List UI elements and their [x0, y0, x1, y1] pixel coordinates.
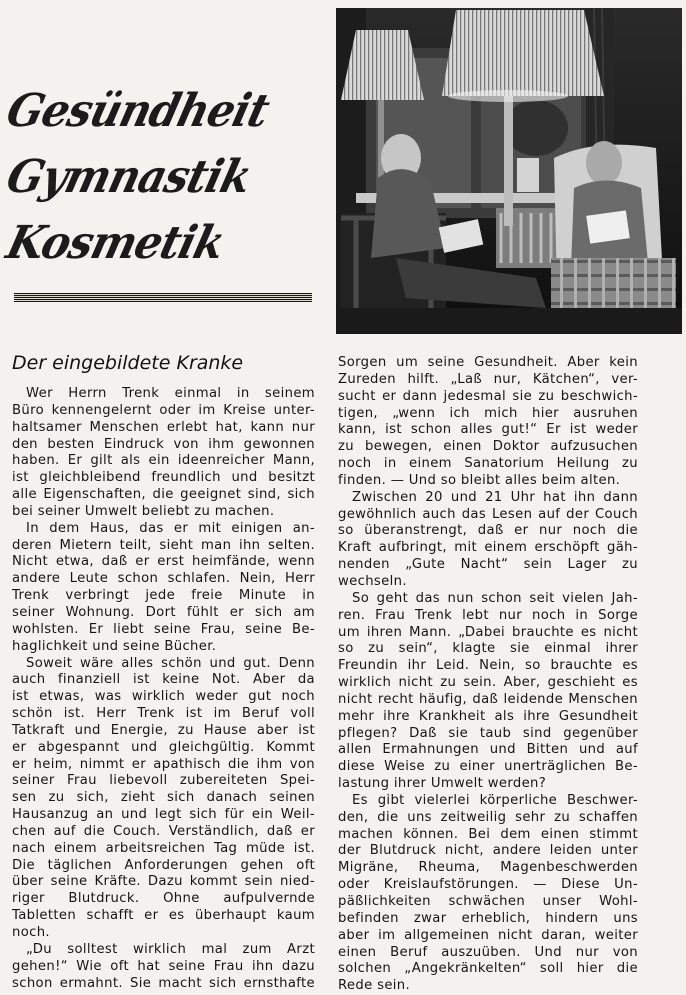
text-line: tigen, „wenn ich mich hier ausruhen	[338, 405, 638, 421]
text-line: seiner Wohnung. Dort fühlt er sich am	[12, 604, 315, 620]
text-line: bei seiner Umwelt beliebt zu machen.	[12, 503, 275, 519]
text-line: den, die uns zeitweilig sehr zu schaffen	[338, 809, 638, 825]
text-line: schön ist. Herr Trenk ist im Beruf voll	[12, 706, 315, 722]
text-line: schon ermahnt. Sie macht sich ernsthafte	[12, 975, 315, 991]
text-line: Migräne, Rheuma, Magenbeschwerden	[338, 860, 638, 876]
text-line: andere Leute schon schlafen. Nein, Herr	[12, 571, 315, 587]
text-line: Trenk verbringt jede freie Minute in	[12, 588, 315, 604]
text-line: In dem Haus, das er mit einigen an-	[26, 520, 315, 536]
text-line: nenden „Gute Nacht“ sein Lager zu	[338, 557, 638, 573]
text-line: noch in einem Sanatorium Heilung zu	[338, 456, 638, 472]
text-line: kann, ist schon alles gut!“ Er ist weder	[338, 422, 638, 438]
text-line: riger Blutdruck. Ohne aufpulvernde	[12, 891, 315, 907]
text-line: ren. Frau Trenk lebt nur noch in Sorge	[338, 607, 638, 623]
text-line: wohlsten. Er liebt seine Frau, seine Be-	[12, 621, 315, 637]
text-line: zu bewegen, einen Doktor aufzusuchen	[338, 439, 638, 455]
text-line: pflegen? Daß sie taub sind gegenüber	[338, 725, 638, 741]
text-line: ist etwas, was wirklich weder gut noch	[12, 689, 315, 705]
text-line: Es gibt vielerlei körperliche Beschwer-	[352, 792, 638, 808]
text-line: solchen „Angekränkelten“ soll hier die	[338, 961, 638, 977]
text-line: chen auf die Couch. Verständlich, daß er	[12, 823, 315, 839]
text-line: aber im allgemeinen nicht daran, weiter	[338, 927, 638, 943]
section-title-health: Gesündheit	[1, 84, 275, 137]
article-column-left	[12, 386, 315, 992]
text-line: Nicht etwa, daß er erst heimfände, wenn	[12, 554, 315, 570]
text-line: nicht recht häufig, daß leidende Menschen	[338, 691, 638, 707]
text-line: einen Beruf auszuüben. Und nur von	[338, 944, 638, 960]
text-line: Büro kennengelernt oder im Kreise unter-	[12, 402, 315, 418]
text-line: päßlichkeiten schwächen unser Wohl-	[338, 894, 638, 909]
text-line: deren Mietern teilt, sieht man ihn selten.	[12, 537, 315, 553]
text-line: Zureden hilft. „Laß nur, Kätchen“, ver-	[338, 371, 638, 387]
text-line: Tabletten schafft er es überhaupt kaum	[12, 908, 315, 924]
text-line: nach einem arbeitsreichen Tag müde ist.	[12, 840, 315, 856]
text-line: seiner Frau liebevoll zubereiteten Spei-	[12, 773, 315, 789]
text-line: So geht das nun schon seit vielen Jah-	[352, 590, 638, 606]
text-line: haben. Er gilt als ein ideenreicher Mann,	[12, 453, 315, 469]
text-line: ist gleichbleibend freundlich und besitzt	[12, 470, 315, 486]
text-line: er heim, nimmt er apathisch die ihm von	[12, 756, 315, 772]
text-line: Tatkraft und Energie, zu Hause aber ist	[12, 722, 315, 738]
text-line: wechseln.	[338, 573, 407, 589]
text-line: Wer Herrn Trenk einmal in seinem	[26, 386, 315, 401]
text-line: sucht er dann jedesmal sie zu beschwich-	[338, 388, 638, 404]
text-line: befinden zwar erheblich, hindern uns	[338, 910, 638, 926]
text-line: auch finanziell ist keine Not. Aber da	[12, 672, 315, 688]
text-line: mehr ihre Krankheit als ihre Gesundheit	[338, 708, 638, 724]
living-room-photo	[336, 8, 682, 334]
text-line: alle Eigenschaften, die geeignet sind, sich	[12, 487, 315, 503]
text-line: der Blutdruck nicht, andere leiden unter	[338, 843, 638, 859]
text-line: Rede sein.	[338, 978, 411, 994]
text-line: über seine Kräfte. Dazu kommt sein nied-	[12, 874, 315, 890]
text-line: sen zu sich, zieht sich danach seinen	[12, 790, 315, 806]
section-title-gymnastics: Gymnastik	[1, 150, 257, 203]
text-line: machen können. Bei dem einen stimmt	[338, 826, 638, 842]
section-title-cosmetics: Kosmetik	[1, 216, 230, 269]
text-line: finden. — Und so bleibt alles beim alten.	[338, 472, 621, 488]
text-line: haltsamer Menschen erlebt hat, kann nur	[12, 419, 315, 435]
text-line: diese Weise zu einer unerträglichen Be-	[338, 759, 638, 775]
text-line: um ihren Mann. „Dabei brauchte es nicht	[338, 624, 638, 640]
article-title: Der eingebildete Kranke	[12, 352, 244, 374]
section-titles	[1, 78, 328, 276]
text-line: lastung ihrer Umwelt werden?	[338, 776, 547, 792]
text-line: noch.	[12, 925, 50, 940]
text-line: allen Ermahnungen und Bitten und auf	[338, 742, 638, 758]
text-line: Kraft aufbringt, mit einem erschöpft gäh-	[338, 540, 638, 556]
text-line: „Du solltest wirklich mal zum Arzt	[26, 941, 315, 957]
text-line: haglichkeit und seine Bücher.	[12, 638, 217, 654]
text-line: Soweit wäre alles schön und gut. Denn	[26, 655, 315, 671]
text-line: so zu sein“, klagte sie einmal ihrer	[338, 641, 638, 657]
article-column-right	[338, 355, 638, 995]
text-line: Zwischen 20 und 21 Uhr hat ihn dann	[352, 489, 638, 505]
text-line: den besten Eindruck von ihm gewonnen	[12, 436, 315, 452]
text-line: Sorgen um seine Gesundheit. Aber kein	[338, 355, 638, 370]
text-line: Die täglichen Anforderungen gehen oft	[12, 857, 315, 873]
decorative-rule	[14, 293, 312, 302]
text-line: er abgespannt und gleichgültig. Kommt	[12, 739, 315, 755]
text-line: gehen!“ Wie oft hat seine Frau ihn dazu	[12, 958, 315, 974]
text-line: Freundin ihr Leid. Nein, so brauchte es	[338, 658, 638, 674]
text-line: gewöhnlich auch das Lesen auf der Couch	[338, 506, 638, 522]
text-line: wirklich nicht zu sein. Aber, geschieht es	[338, 675, 638, 691]
text-line: Hausanzug an und legt sich für ein Weil-	[12, 807, 315, 823]
text-line: so überanstrengt, daß er nur noch die	[338, 523, 638, 539]
text-line: oder Kreislaufstörungen. — Diese Un-	[338, 877, 638, 893]
